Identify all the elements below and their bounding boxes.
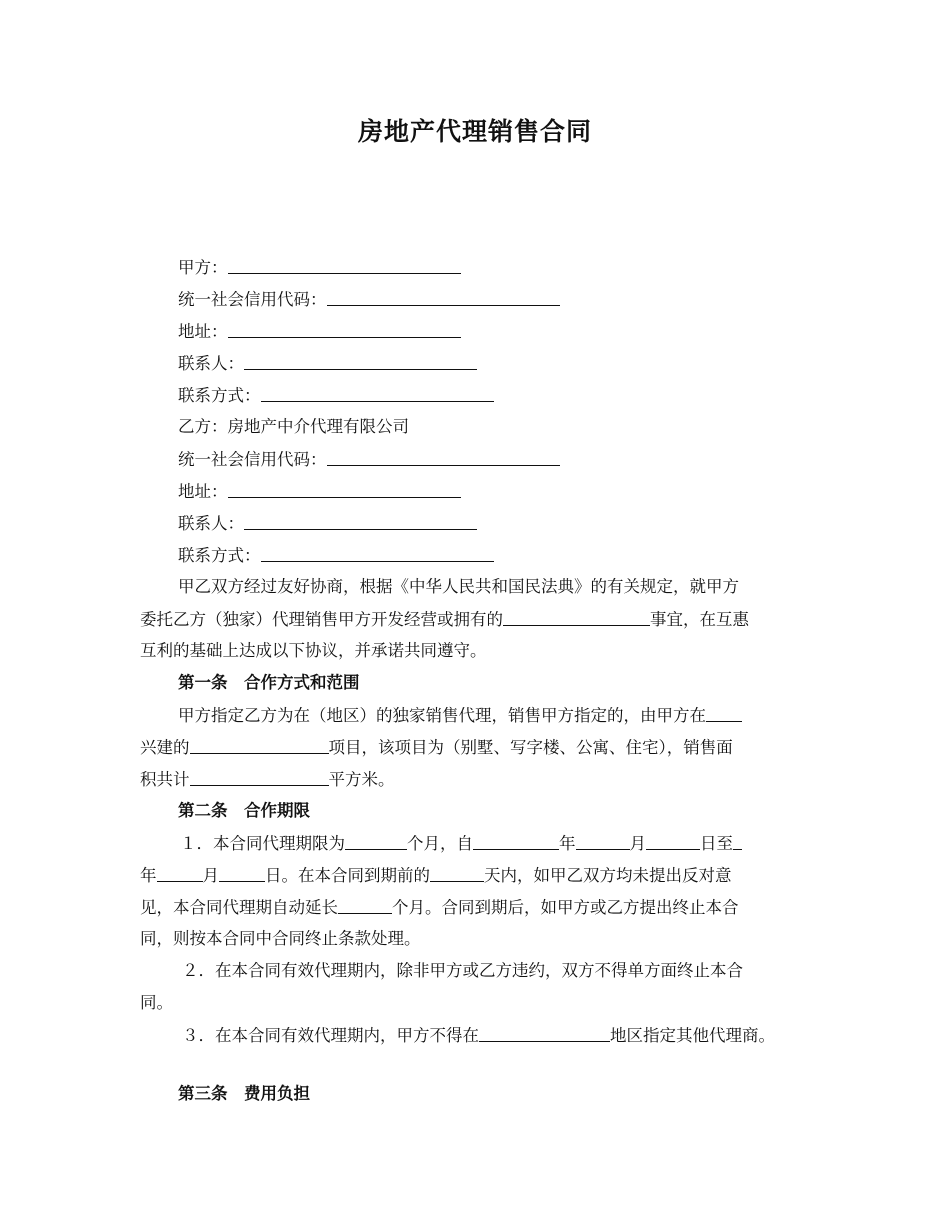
article-2-p3-text-a: ３．在本合同有效代理期内，甲方不得在: [182, 1026, 479, 1045]
article-3-heading: 第三条 费用负担: [178, 1084, 310, 1103]
article-1-line-1: [178, 705, 858, 726]
party-a-contact-label: 联系人：: [178, 354, 244, 373]
exclusive-region-blank: [479, 1025, 610, 1042]
party-b-contact-label: 联系人：: [178, 514, 244, 533]
party-a-contact-line: [178, 353, 858, 374]
article-2-p1-text-i: 天内，如甲乙双方均未提出反对意: [484, 866, 732, 885]
party-b-credit-code-line: [178, 449, 858, 470]
article-2-p1-text-b: 个月，自: [407, 834, 473, 853]
article-2-p1-text-f: 年: [140, 866, 157, 885]
article-2-p2-line-1: ２．在本合同有效代理期内，除非甲方或乙方违约，双方不得单方面终止本合: [182, 961, 743, 980]
area-blank: [190, 769, 329, 786]
article-2-p1-text-h: 日。在本合同到期前的: [265, 866, 430, 885]
article-2-p2-line-2: 同。: [140, 993, 173, 1012]
article-2-p3-text-b: 地区指定其他代理商。: [610, 1026, 775, 1045]
project-name-blank: [190, 737, 329, 754]
party-b-credit-code-label: 统一社会信用代码：: [178, 450, 327, 469]
article-2-p1-text-k: 个月。合同到期后，如甲方或乙方提出终止本合: [392, 898, 739, 917]
article-2-p1-text-e: 日至: [700, 834, 733, 853]
party-a-phone-line: [178, 385, 858, 406]
article-2-p1-text-a: １．本合同代理期限为: [180, 834, 345, 853]
article-2-heading: 第二条 合作期限: [178, 801, 310, 820]
notice-days-blank: [430, 865, 484, 882]
party-a-phone-blank: [261, 385, 494, 402]
party-b-address-label: 地址：: [178, 482, 228, 501]
article-2-p1-line-1: [180, 833, 860, 854]
article-2-p1-line-4: 同，则按本合同中合同终止条款处理。: [140, 929, 421, 948]
party-b-phone-label: 联系方式：: [178, 546, 261, 565]
party-a-credit-code-blank: [327, 289, 560, 306]
start-year-blank: [473, 833, 559, 850]
party-b-phone-line: [178, 545, 858, 566]
party-a-name-line: [178, 257, 858, 278]
article-1-line-3-end: 平方米。: [328, 770, 395, 789]
article-2-p1-text-d: 月: [629, 834, 646, 853]
party-b-address-line: [178, 481, 858, 502]
party-a-credit-code-line: [178, 289, 858, 310]
end-day-blank: [219, 865, 265, 882]
article-1-line-2-start: 兴建的: [140, 738, 190, 757]
article-1-line-3-start: 积共计: [140, 770, 190, 789]
party-b-phone-blank: [261, 545, 494, 562]
end-year-blank-a: [733, 833, 742, 850]
preamble-line-2: [140, 609, 820, 630]
party-a-name-label: 甲方：: [178, 258, 228, 277]
party-b-contact-blank: [244, 513, 477, 530]
article-2-p1-line-3: [140, 897, 820, 918]
article-1-line-3: [140, 769, 820, 790]
party-a-contact-blank: [244, 353, 477, 370]
location-blank: [706, 705, 742, 722]
end-month-blank: [157, 865, 203, 882]
party-a-address-blank: [228, 321, 461, 338]
party-a-phone-label: 联系方式：: [178, 386, 261, 405]
project-blank: [503, 609, 650, 626]
article-1-line-2: [140, 737, 820, 758]
article-1-heading: 第一条 合作方式和范围: [178, 673, 360, 692]
preamble-line-1: 甲乙双方经过友好协商，根据《中华人民共和国民法典》的有关规定，就甲方: [178, 577, 739, 596]
article-1-line-2-end: 项目，该项目为（别墅、写字楼、公寓、住宅），销售面: [328, 738, 733, 757]
article-2-p3-line: [182, 1025, 862, 1046]
article-1-line-1-text: 甲方指定乙方为在（地区）的独家销售代理，销售甲方指定的，由甲方在: [178, 706, 706, 725]
term-months-blank: [345, 833, 407, 850]
party-b-contact-line: [178, 513, 858, 534]
start-day-blank: [646, 833, 700, 850]
preamble-line-2-start: 委托乙方（独家）代理销售甲方开发经营或拥有的: [140, 610, 503, 629]
start-month-blank: [576, 833, 630, 850]
party-b-credit-code-blank: [327, 449, 560, 466]
preamble-line-2-end: 事宜，在互惠: [650, 610, 749, 629]
article-2-p1-line-2: [140, 865, 820, 886]
party-a-credit-code-label: 统一社会信用代码：: [178, 290, 327, 309]
party-b-name-line: 乙方：房地产中介代理有限公司: [178, 417, 409, 436]
page-title: 房地产代理销售合同: [357, 117, 592, 146]
party-a-address-line: [178, 321, 858, 342]
article-2-p1-text-g: 月: [202, 866, 219, 885]
article-2-p1-text-j: 见，本合同代理期自动延长: [140, 898, 338, 917]
extension-months-blank: [338, 897, 392, 914]
party-a-name-blank: [228, 257, 461, 274]
party-a-address-label: 地址：: [178, 322, 228, 341]
preamble-line-3: 互利的基础上达成以下协议，并承诺共同遵守。: [140, 641, 487, 660]
article-2-p1-text-c: 年: [559, 834, 576, 853]
party-b-address-blank: [228, 481, 461, 498]
